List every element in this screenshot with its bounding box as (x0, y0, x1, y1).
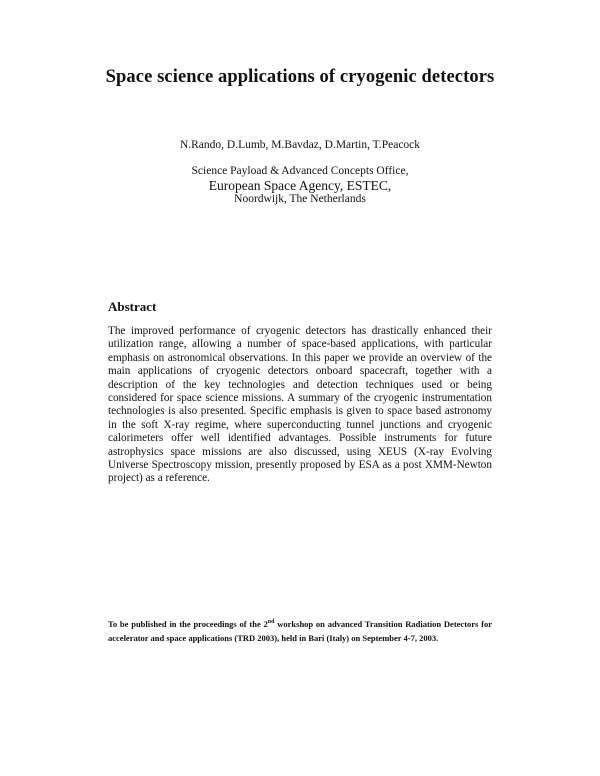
affiliation-agency: European Space Agency, ESTEC, (208, 178, 392, 193)
paper-title: Space science applications of cryogenic detectors (105, 67, 495, 87)
affiliation-location: Noordwijk, The Netherlands (234, 193, 366, 205)
abstract-heading: Abstract (108, 299, 157, 314)
abstract-body: The improved performance of cryogenic detectors has drastically enhanced their utilization range, allowing a number of space-based applications, with particular emphasis on astronomical observations. In this paper we provide an overview of the main applications of cryogenic detectors onboard spacecraft, together with a description of the key technologies and detection techniques used or being considered for space science missions. A summary of the cryogenic instrumentation technologies is also presented. Specific emphasis is given to space based astronomy in the soft X-ray regime, where superconducting tunnel junctions and cryogenic calorimeters offer well identified advantages. Possible instruments for future astrophysics space missions are also discussed, using XEUS (X-ray Evolving Universe Spectroscopy mission, presently proposed by ESA as a post XMM-Newton project) as a reference. (108, 325, 492, 485)
publication-note-superscript: nd (267, 619, 275, 625)
author-list: N.Rando, D.Lumb, M.Bavdaz, D.Martin, T.Peacock (179, 139, 421, 151)
affiliation-office: Science Payload & Advanced Concepts Office, (191, 165, 409, 177)
publication-note (108, 618, 492, 645)
publication-note-suffix: workshop on advanced Transition Radiation Detectors for accelerator and space applications (TRD 2003), held in Bari (Italy) on September 4-7, 2003. (108, 619, 493, 643)
publication-note-prefix: To be published in the proceedings of the 2 (108, 619, 268, 629)
